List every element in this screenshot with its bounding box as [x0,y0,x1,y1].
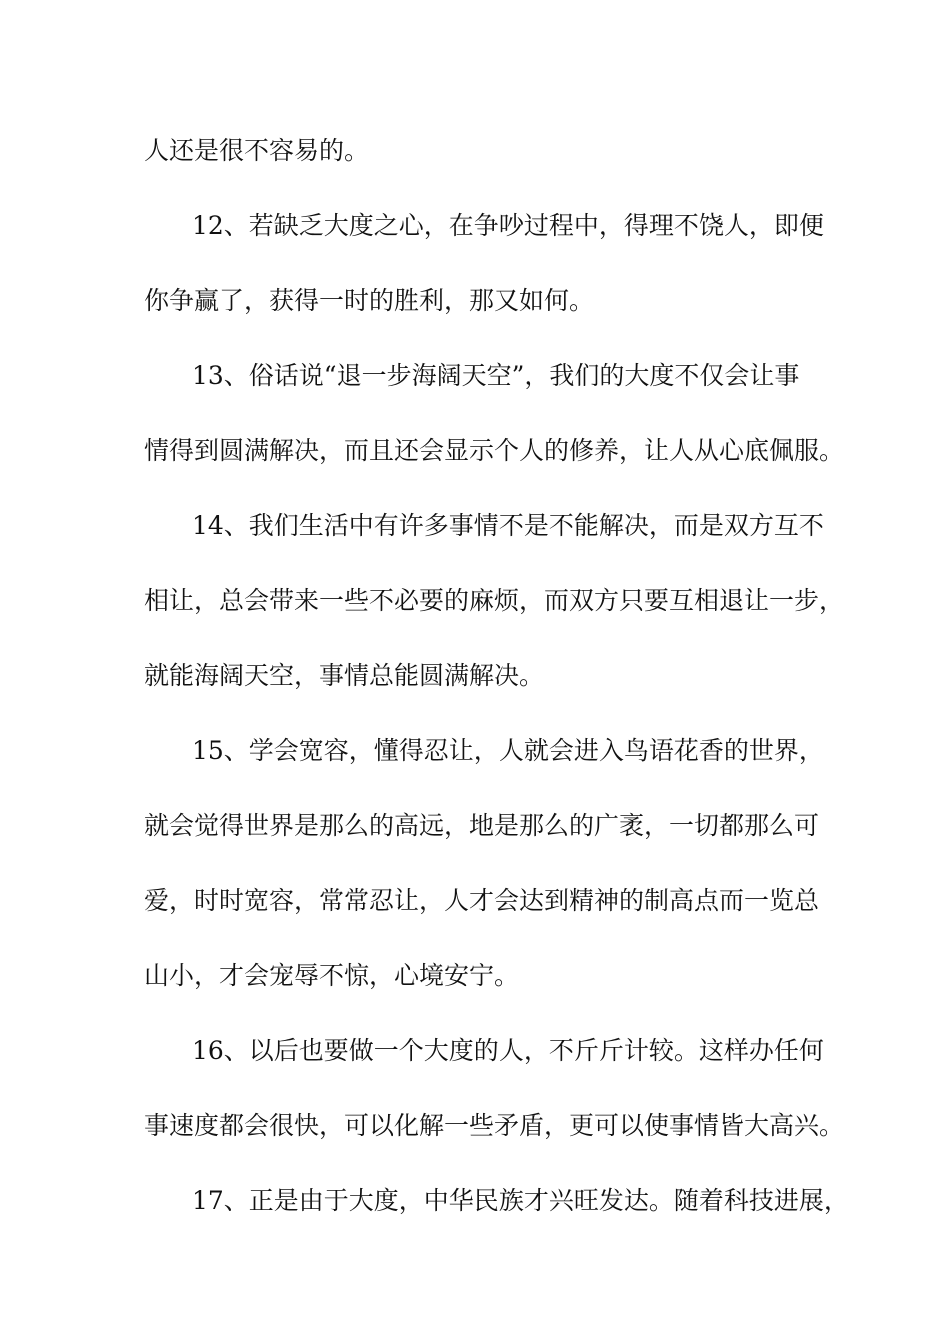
paragraph-14-first-line: 14、我们生活中有许多事情不是不能解决，而是双方互不 [192,511,824,540]
text-line: 就会觉得世界是那么的高远，地是那么的广袤，一切都那么可 [144,811,820,840]
paragraph-15-first-line: 15、学会宽容，懂得忍让，人就会进入鸟语花香的世界， [192,736,824,765]
text-line: 你争赢了，获得一时的胜利，那又如何。 [144,286,595,315]
paragraph-17-first-line: 17、正是由于大度，中华民族才兴旺发达。随着科技进展， [192,1186,849,1215]
text-line: 爱，时时宽容，常常忍让，人才会达到精神的制高点而一览总 [144,886,820,915]
paragraph-16-first-line: 16、以后也要做一个大度的人，不斤斤计较。这样办任何 [192,1036,824,1065]
text-line: 事速度都会很快，可以化解一些矛盾，更可以使事情皆大高兴。 [144,1111,845,1140]
text-line: 情得到圆满解决，而且还会显示个人的修养，让人从心底佩服。 [144,436,845,465]
paragraph-12-first-line: 12、若缺乏大度之心，在争吵过程中，得理不饶人，即便 [192,211,824,240]
text-line: 相让，总会带来一些不必要的麻烦，而双方只要互相退让一步， [144,586,845,615]
text-line: 就能海阔天空，事情总能圆满解决。 [144,661,545,690]
text-line: 人还是很不容易的。 [144,136,370,165]
paragraph-13-first-line: 13、俗话说“退一步海阔天空”，我们的大度不仅会让事 [192,361,800,390]
text-line: 山小，才会宠辱不惊，心境安宁。 [144,961,520,990]
